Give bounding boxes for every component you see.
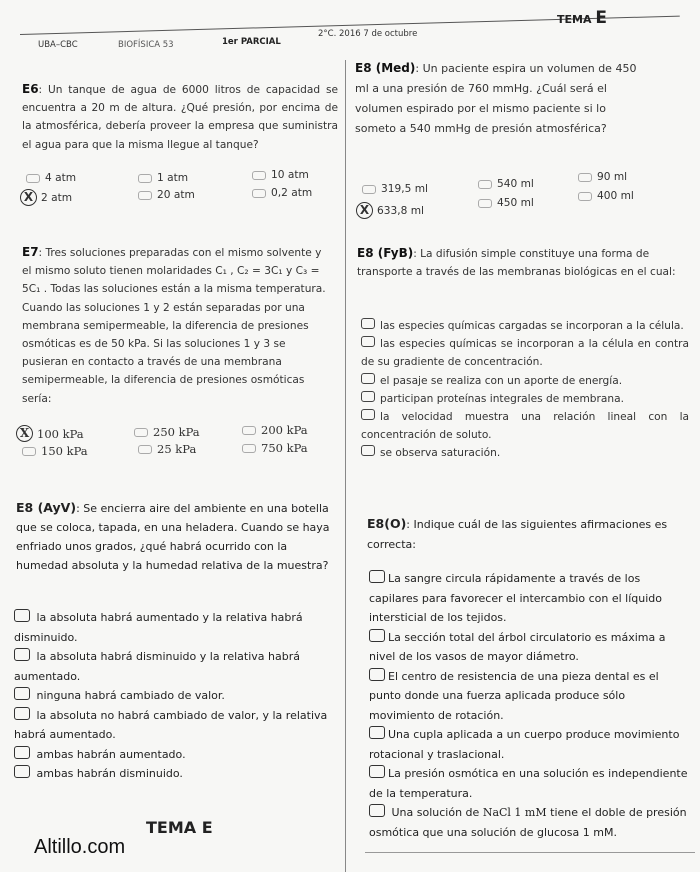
tema-letter: E [595,8,607,28]
checkbox[interactable] [134,428,148,437]
option-label: la velocidad muestra una relación lineal con la concentración de soluto. [361,411,689,442]
option-label: 633,8 ml [377,204,424,217]
option-label: 25 kPa [157,442,197,456]
option-e7-1[interactable] [16,425,84,442]
option-label: La presión osmótica en una solución es independiente de la temperatura. [369,767,688,800]
question-text: : Un paciente espira un volumen de 450 ml a una presión de 760 mmHg. ¿Cuál será el volumen espirado por el mismo paciente si lo someto a 540 mmHg de presión atmosférica? [355,62,637,135]
question-e6 [22,80,338,154]
checkbox[interactable] [22,447,36,456]
option-label: 750 kPa [261,441,308,455]
option-label: se observa saturación. [380,447,501,460]
checkbox[interactable] [138,191,152,200]
exam-name: 1er PARCIAL [222,37,281,47]
tema-label: TEMA [557,13,592,26]
bottom-rule [365,852,695,853]
checkbox[interactable] [369,765,385,778]
option-label: 540 ml [497,178,534,190]
option-e8fyb-6[interactable] [361,444,689,462]
checkbox[interactable] [369,804,385,817]
option-e8fyb-4[interactable] [361,390,689,408]
course-name: BIOFÍSICA 53 [118,40,174,50]
checkbox[interactable] [578,173,592,182]
question-label: E6 [22,82,39,96]
option-e8med-6[interactable] [578,190,634,202]
option-e8med-5[interactable] [478,197,534,209]
option-label: El centro de resistencia de una pieza dental es el punto donde una fuerza aplicada produce sólo movimiento de rotación. [369,669,659,722]
option-label: 20 atm [157,189,195,201]
options-e8-ayv [14,608,332,784]
site-watermark: Altillo.com [34,836,126,858]
checkbox[interactable] [369,726,385,739]
question-e7 [22,243,334,408]
option-e8fyb-5[interactable] [361,408,689,444]
question-e8-med [355,58,645,139]
option-label: 1 atm [157,172,189,184]
x-mark-icon: X [16,425,33,442]
option-label: las especies químicas cargadas se incorporan a la célula. [380,320,684,332]
question-label: E8 (Med) [355,61,416,75]
option-formula: NaCl 1 mM [482,806,547,819]
checkbox[interactable] [14,648,30,661]
checkbox[interactable] [242,426,256,435]
option-e6-5[interactable] [138,189,195,201]
option-label: 100 kPa [37,426,84,441]
checkbox[interactable] [14,609,30,622]
checkbox[interactable] [369,668,385,681]
option-e8o-1[interactable] [369,569,693,628]
checkbox[interactable] [478,180,492,189]
option-label-cont: tiene el doble de presión osmótica que una solución de glucosa 1 mM. [369,806,687,839]
option-e8ayv-4[interactable] [14,706,332,745]
option-e8med-2[interactable] [478,178,534,190]
checkbox[interactable] [26,174,40,183]
option-e7-2[interactable] [134,425,200,439]
question-text: : Indique cuál de las siguientes afirmaciones es correcta: [367,518,668,551]
option-label: 4 atm [45,172,77,184]
checkbox[interactable] [14,746,30,759]
checkbox[interactable] [252,189,266,198]
checkbox[interactable] [252,171,266,180]
checkbox[interactable] [361,336,375,347]
question-e8-ayv [16,498,342,575]
option-e6-3[interactable] [252,169,309,181]
option-e8o-3[interactable] [369,667,693,726]
checkbox[interactable] [138,445,152,454]
question-label: E7 [22,245,39,259]
option-e6-1[interactable] [26,172,76,184]
checkbox[interactable] [14,765,30,778]
option-e8ayv-1[interactable] [14,608,332,647]
exam-date: 2°C. 2016 7 de octubre [318,29,418,39]
question-label: E8 (FyB) [357,246,414,260]
column-divider [345,60,346,872]
option-e8o-4[interactable] [369,725,693,764]
option-e6-4[interactable] [20,189,72,206]
option-e8o-6[interactable] [369,803,693,842]
option-e6-6[interactable] [252,187,312,199]
checkbox[interactable] [242,444,256,453]
option-e8fyb-1[interactable] [361,317,689,335]
checkbox[interactable] [138,174,152,183]
x-mark-icon: X [356,202,373,219]
checkbox[interactable] [361,391,375,402]
options-e8-fyb [361,317,689,463]
option-e8ayv-6[interactable] [14,764,332,784]
option-label: Una solución de [391,806,480,819]
option-label: 250 kPa [153,425,200,439]
option-e8med-4[interactable] [356,202,424,219]
option-label: 319,5 ml [381,183,428,195]
option-label: La sección total del árbol circulatorio es máxima a nivel de los vasos de mayor diámetro. [369,630,666,663]
option-label: participan proteínas integrales de membrana. [380,392,624,405]
option-e8ayv-5[interactable] [14,745,332,765]
checkbox[interactable] [362,185,376,194]
institution: UBA–CBC [38,40,78,50]
option-label: ambas habrán aumentado. [36,747,186,761]
option-e8med-3[interactable] [578,171,627,183]
options-e8-o [369,569,693,842]
option-label: las especies químicas se incorporan a la célula en contra de su gradiente de concentración. [361,338,689,369]
option-label: 10 atm [271,169,309,181]
option-e8med-1[interactable] [362,183,428,195]
option-e7-3[interactable] [242,423,308,437]
tema-footer: TEMA E [146,818,213,837]
option-e8ayv-3[interactable] [14,686,332,706]
option-label: 90 ml [597,171,628,183]
option-label: 450 ml [497,197,534,209]
option-label: ambas habrán disminuido. [36,767,183,780]
checkbox[interactable] [361,409,375,420]
option-label: 0,2 atm [271,187,313,199]
question-e8-o [367,514,685,554]
option-e8fyb-2[interactable] [361,335,689,371]
question-e8-fyb [357,244,677,281]
option-label: 150 kPa [41,444,88,458]
checkbox[interactable] [478,199,492,208]
question-text: : Un tanque de agua de 6000 litros de capacidad se encuentra a 20 m de altura. ¿Qué presión, por encima de la atmosférica, debería proveer la empresa que suministra el agua para que la misma llegue al tanque? [22,84,338,151]
checkbox[interactable] [361,373,375,384]
option-e8fyb-3[interactable] [361,372,689,390]
question-label: E8(O) [367,516,407,531]
option-label: el pasaje se realiza con un aporte de energía. [380,374,623,387]
option-label: 400 ml [597,190,634,202]
option-label: Una cupla aplicada a un cuerpo produce movimiento rotacional y traslacional. [369,728,680,761]
option-e7-5[interactable] [138,442,196,456]
checkbox[interactable] [14,707,30,720]
option-label: la absoluta habrá aumentado y la relativa habrá disminuido. [14,611,303,644]
option-label: ninguna habrá cambiado de valor. [36,689,225,702]
option-e7-4[interactable] [22,444,88,458]
option-e8o-5[interactable] [369,764,693,803]
option-e7-6[interactable] [242,441,308,455]
option-e6-2[interactable] [138,172,188,184]
option-label: 2 atm [41,191,73,204]
checkbox[interactable] [361,445,375,456]
checkbox[interactable] [369,570,385,583]
option-label: la absoluta habrá disminuido y la relativa habrá aumentado. [14,650,300,683]
question-text: : Se encierra aire del ambiente en una botella que se coloca, tapada, en una heladera. Cuando se haya enfriado unos grados, ¿qué habrá ocurrido con la humedad absoluta y la humedad relativa de la muestra? [16,502,330,572]
option-label: 200 kPa [261,423,308,437]
option-label: La sangre circula rápidamente a través de los capilares para favorecer el intercambio con el líquido intersticial de los tejidos. [369,572,662,624]
tema-header [557,8,607,28]
checkbox[interactable] [369,629,385,642]
checkbox[interactable] [578,192,592,201]
option-e8o-2[interactable] [369,628,693,667]
x-mark-icon: X [20,189,37,206]
question-text: : La difusión simple constituye una forma de transporte a través de las membranas biológicas en el cual: [357,248,676,279]
checkbox[interactable] [361,318,375,329]
question-text: : Tres soluciones preparadas con el mismo solvente y el mismo soluto tienen molaridades C₁ , C₂ = 3C₁ y C₃ = 5C₁ . Todas las soluciones están a la misma temperatura. Cuando las soluciones 1 y 2 están separadas por una membrana semipermeable, la diferencia de presiones osmóticas es de 50 kPa. Si las soluciones 1 y 3 se pusieran en contacto a través de una membrana semipermeable, la diferencia de presiones osmóticas sería: [22,247,326,405]
question-label: E8 (AyV) [16,500,77,515]
option-e8ayv-2[interactable] [14,647,332,686]
option-label: la absoluta no habrá cambiado de valor, y la relativa habrá aumentado. [14,708,328,741]
checkbox[interactable] [14,687,30,700]
